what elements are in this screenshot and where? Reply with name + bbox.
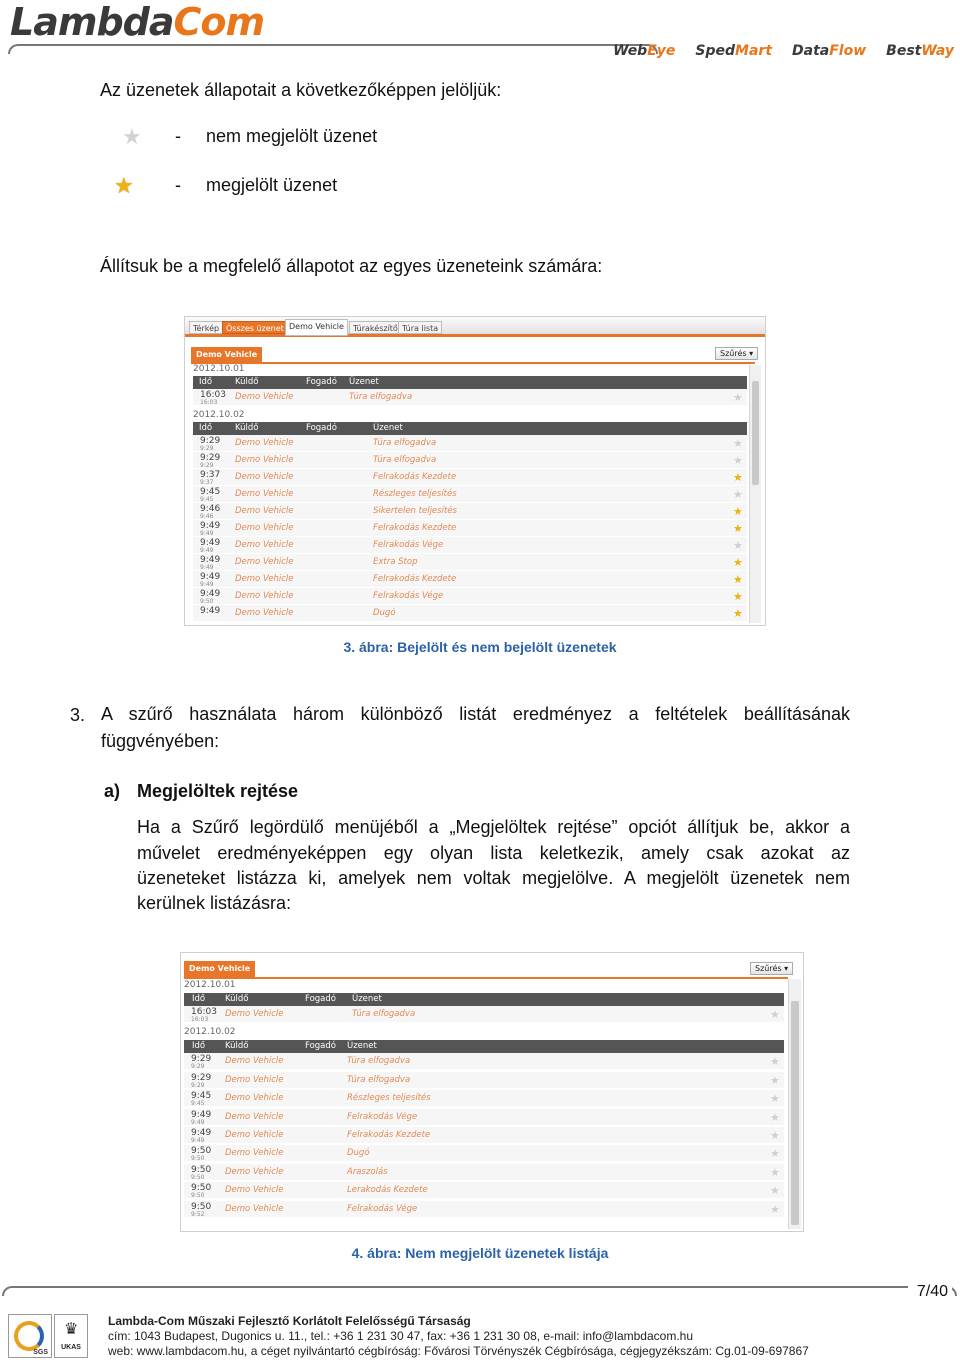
company-web: web: www.lambdacom.hu, a céget nyilvántartó cégbíróság: Fővárosi Törvényszék Cégbírósága, cégjegyzékszám: Cg.01-09-697867 xyxy=(108,1344,809,1358)
message-time: 9:49 xyxy=(200,555,221,565)
column-header[interactable]: Idő xyxy=(199,423,213,433)
figure-2-screenshot xyxy=(180,952,804,1232)
subsection-title: Megjelöltek rejtése xyxy=(137,781,299,801)
message-time-secondary: 9:37 xyxy=(200,479,214,486)
panel-divider xyxy=(191,362,755,364)
message-time-secondary: 9:50 xyxy=(191,1155,205,1163)
column-header[interactable]: Idő xyxy=(192,1041,206,1052)
message-time-secondary: 9:45 xyxy=(191,1100,205,1108)
filter-dropdown[interactable]: Szűrés ▾ xyxy=(715,347,758,360)
message-time-secondary: 9:50 xyxy=(191,1192,205,1200)
message-row[interactable] xyxy=(184,1201,784,1218)
message-text: Túra elfogadva xyxy=(349,392,413,402)
company-name: Lambda-Com Műszaki Fejlesztő Korlátolt Felelősségű Társaság xyxy=(108,1314,471,1328)
message-time-secondary: 9:46 xyxy=(200,513,214,520)
message-sender: Demo Vehicle xyxy=(225,1166,284,1177)
intro-line: Az üzenetek állapotait a következőképpen jelöljük: xyxy=(100,80,502,100)
message-text: Túra elfogadva xyxy=(373,455,437,465)
message-row[interactable] xyxy=(184,1127,784,1144)
message-sender: Demo Vehicle xyxy=(235,591,294,601)
message-sender: Demo Vehicle xyxy=(235,438,294,448)
tab-tura-lista[interactable]: Túra lista xyxy=(398,321,442,334)
lambdacom-logo: LambdaCom xyxy=(10,0,265,44)
message-sender: Demo Vehicle xyxy=(225,1148,284,1159)
message-text: Felrakodás Kezdete xyxy=(347,1130,431,1140)
message-text: Extra Stop xyxy=(373,557,418,567)
star-gold-icon[interactable]: ★ xyxy=(733,590,743,603)
message-row[interactable] xyxy=(193,435,747,452)
message-row[interactable] xyxy=(193,469,747,486)
star-gold-icon[interactable]: ★ xyxy=(733,556,743,569)
message-text: Túra elfogadva xyxy=(347,1074,411,1085)
message-time: 16:03 xyxy=(200,390,226,400)
star-gold-icon[interactable]: ★ xyxy=(733,505,743,518)
message-text: Felrakodás Kezdete xyxy=(373,472,457,482)
message-text: Felrakodás Vége xyxy=(347,1111,418,1122)
filter-dropdown[interactable]: Szűrés ▾ xyxy=(750,962,793,975)
message-text: Felrakodás Vége xyxy=(347,1203,418,1214)
star-grey-icon[interactable]: ★ xyxy=(733,539,743,552)
message-time-secondary: 9:49 xyxy=(200,530,214,537)
brand-webeye: WebEye xyxy=(613,43,676,59)
column-header[interactable]: Fogadó xyxy=(306,377,337,387)
column-header[interactable]: Küldő xyxy=(225,994,249,1004)
message-text: Felrakodás Vége xyxy=(373,591,444,601)
message-row[interactable] xyxy=(184,1109,784,1126)
paragraph-line: kerülnek listázásra: xyxy=(137,893,292,913)
message-text: Részleges teljesítés xyxy=(373,489,457,499)
message-row[interactable] xyxy=(184,1006,784,1023)
message-row[interactable] xyxy=(193,452,747,469)
message-sender: Demo Vehicle xyxy=(225,1009,284,1019)
star-gold-icon[interactable]: ★ xyxy=(733,471,743,484)
date-group-label: 2012.10.02 xyxy=(184,1027,236,1038)
message-time-secondary: 9:49 xyxy=(200,564,214,571)
header-divider xyxy=(8,44,658,54)
star-grey-icon[interactable]: ★ xyxy=(770,1202,780,1216)
ukas-certification-logo: ♛ UKAS xyxy=(54,1314,88,1358)
message-sender: Demo Vehicle xyxy=(225,1185,284,1196)
message-time: 9:45 xyxy=(200,487,221,497)
date-group-label: 2012.10.01 xyxy=(193,364,245,374)
message-row[interactable] xyxy=(193,503,747,520)
figure-2-caption: 4. ábra: Nem megjelölt üzenetek listája xyxy=(351,1245,609,1261)
message-sender: Demo Vehicle xyxy=(235,506,294,516)
scrollbar[interactable] xyxy=(749,365,761,623)
message-time-secondary: 9:29 xyxy=(200,462,214,469)
message-time-secondary: 9:29 xyxy=(191,1063,205,1071)
message-sender: Demo Vehicle xyxy=(225,1056,284,1067)
star-grey-icon[interactable]: ★ xyxy=(770,1184,780,1198)
table-header-row xyxy=(193,422,747,435)
legend-label-unmarked: nem megjelölt üzenet xyxy=(206,126,378,146)
message-time: 9:49 xyxy=(191,1109,212,1120)
message-time-secondary: 9:52 xyxy=(191,1210,205,1218)
star-grey-icon[interactable]: ★ xyxy=(733,454,743,467)
column-header[interactable]: Üzenet xyxy=(352,994,382,1004)
message-text: Felrakodás Vége xyxy=(373,540,444,550)
star-grey-icon[interactable]: ★ xyxy=(770,1055,780,1069)
legend-dash: - xyxy=(175,126,181,146)
tab-demo-vehicle[interactable]: Demo Vehicle xyxy=(285,319,348,336)
message-time: 9:37 xyxy=(200,470,221,480)
column-header[interactable]: Üzenet xyxy=(349,377,379,387)
message-time-secondary: 9:49 xyxy=(191,1137,205,1144)
message-time-secondary: 9:49 xyxy=(191,1118,205,1126)
column-header[interactable]: Üzenet xyxy=(347,1041,377,1052)
panel-divider xyxy=(184,977,788,979)
message-time: 9:49 xyxy=(200,589,221,599)
table-header-row xyxy=(193,376,747,389)
message-time-secondary: 9:49 xyxy=(200,581,214,588)
footer-divider xyxy=(2,1286,957,1296)
brand-dataflow: DataFlow xyxy=(792,43,867,59)
message-text: Dugó xyxy=(347,1148,370,1159)
message-sender: Demo Vehicle xyxy=(235,540,294,550)
message-time: 9:49 xyxy=(200,606,221,616)
sgs-certification-logo: SGS xyxy=(8,1314,52,1358)
message-row[interactable] xyxy=(193,571,747,588)
tab-turakeszito[interactable]: Túrakészítő xyxy=(349,321,402,334)
message-time-secondary: 16:03 xyxy=(200,399,218,406)
star-gold-icon[interactable]: ★ xyxy=(733,607,743,620)
message-sender: Demo Vehicle xyxy=(235,523,294,533)
message-row[interactable] xyxy=(184,1072,784,1089)
column-header[interactable]: Idő xyxy=(199,377,213,387)
message-row[interactable] xyxy=(193,520,747,537)
scrollbar[interactable] xyxy=(788,979,801,1229)
page-number: 7/40 xyxy=(916,1283,948,1300)
message-text: Felrakodás Kezdete xyxy=(373,574,457,584)
paragraph-line: Ha a Szűrő legördülő menüjéből a „Megjelöltek rejtése” opciót állítjuk be, akkor a xyxy=(137,817,850,837)
tab-terkep[interactable]: Térkép xyxy=(189,321,223,334)
message-sender: Demo Vehicle xyxy=(225,1203,284,1214)
star-grey-icon[interactable]: ★ xyxy=(733,437,743,450)
message-row[interactable] xyxy=(184,1164,784,1181)
column-header[interactable]: Idő xyxy=(192,994,206,1004)
company-address: cím: 1043 Budapest, Dugonics u. 11., tel.: +36 1 231 30 47, fax: +36 1 231 30 08, e-mail: info@lambdacom.hu xyxy=(108,1329,693,1343)
column-header[interactable]: Küldő xyxy=(235,377,259,387)
message-text: Lerakodás Kezdete xyxy=(347,1185,428,1196)
message-time-secondary: 9:49 xyxy=(200,547,214,554)
star-grey-icon[interactable]: ★ xyxy=(770,1165,780,1179)
figure-1-screenshot xyxy=(184,316,766,626)
intro-instruction: Állítsuk be a megfelelő állapotot az egyes üzeneteink számára: xyxy=(100,256,603,276)
message-time: 9:29 xyxy=(191,1054,212,1065)
table-header-row xyxy=(184,993,784,1006)
star-grey-icon[interactable]: ★ xyxy=(770,1073,780,1087)
panel-tab-demo-vehicle[interactable]: Demo Vehicle xyxy=(184,961,255,977)
date-group-label: 2012.10.02 xyxy=(193,410,245,420)
message-time: 9:46 xyxy=(200,504,221,514)
message-row[interactable] xyxy=(184,1182,784,1199)
message-text: Araszolás xyxy=(347,1166,388,1177)
star-grey-icon: ★ xyxy=(122,124,142,149)
panel-tab-demo-vehicle[interactable]: Demo Vehicle xyxy=(191,347,262,363)
message-text: Részleges teljesítés xyxy=(347,1093,431,1104)
legend-label-marked: megjelölt üzenet xyxy=(206,175,338,195)
star-grey-icon[interactable]: ★ xyxy=(770,1008,780,1021)
subsection-label: a) xyxy=(104,781,121,801)
column-header[interactable]: Küldő xyxy=(225,1041,249,1052)
column-header[interactable]: Fogadó xyxy=(305,1041,336,1052)
message-sender: Demo Vehicle xyxy=(235,489,294,499)
message-sender: Demo Vehicle xyxy=(225,1130,284,1140)
paragraph-line: művelet eredményeképpen egy olyan lista keletkezik, amely csak azokat az xyxy=(137,843,850,863)
message-time-secondary: 9:45 xyxy=(200,496,214,503)
brand-bestway: BestWay xyxy=(886,43,954,59)
star-grey-icon[interactable]: ★ xyxy=(733,488,743,501)
column-header[interactable]: Fogadó xyxy=(306,423,337,433)
message-row[interactable] xyxy=(193,486,747,503)
message-sender: Demo Vehicle xyxy=(225,1074,284,1085)
message-row[interactable] xyxy=(193,537,747,554)
message-time: 9:29 xyxy=(200,436,221,446)
message-time-secondary: 9:29 xyxy=(200,445,214,452)
message-time: 9:29 xyxy=(191,1072,212,1083)
message-text: Felrakodás Kezdete xyxy=(373,523,457,533)
message-sender: Demo Vehicle xyxy=(235,608,294,618)
star-grey-icon[interactable]: ★ xyxy=(770,1129,780,1142)
legend-dash: - xyxy=(175,175,181,195)
message-sender: Demo Vehicle xyxy=(235,392,294,402)
message-row[interactable] xyxy=(184,1090,784,1107)
message-text: Dugó xyxy=(373,608,396,618)
star-gold-icon[interactable]: ★ xyxy=(733,522,743,535)
date-group-label: 2012.10.01 xyxy=(184,980,236,990)
brand-list xyxy=(613,43,954,59)
message-row[interactable] xyxy=(193,588,747,605)
message-row[interactable] xyxy=(184,1145,784,1162)
message-time: 9:50 xyxy=(191,1146,212,1157)
column-header[interactable]: Küldő xyxy=(235,423,259,433)
message-text: Túra elfogadva xyxy=(347,1056,411,1067)
message-text: Sikertelen teljesítés xyxy=(373,506,457,516)
scrollbar-thumb[interactable] xyxy=(752,381,759,485)
message-time: 9:29 xyxy=(200,453,221,463)
message-time: 9:45 xyxy=(191,1091,212,1102)
section-line-2: függvényében: xyxy=(101,731,220,751)
table-header-row xyxy=(184,1040,784,1053)
message-time: 9:49 xyxy=(200,572,221,582)
message-time: 9:50 xyxy=(191,1164,212,1175)
message-time: 16:03 xyxy=(191,1007,217,1017)
column-header[interactable]: Fogadó xyxy=(305,994,336,1004)
message-row[interactable] xyxy=(193,605,747,622)
paragraph-line: üzeneteket listázza ki, amelyek nem voltak megjelölve. A megjelölt üzenetek nem xyxy=(137,868,850,888)
star-grey-icon[interactable]: ★ xyxy=(733,391,743,404)
message-time: 9:49 xyxy=(200,538,221,548)
tab-osszes-uzenet[interactable]: Összes üzenet xyxy=(222,321,288,334)
star-grey-icon[interactable]: ★ xyxy=(770,1092,780,1106)
message-time-secondary: 16:03 xyxy=(191,1016,209,1023)
message-text: Túra elfogadva xyxy=(373,438,437,448)
message-sender: Demo Vehicle xyxy=(225,1093,284,1104)
message-time: 9:49 xyxy=(200,521,221,531)
figure-1-caption: 3. ábra: Bejelölt és nem bejelölt üzenetek xyxy=(343,639,617,655)
message-row[interactable] xyxy=(193,389,747,406)
message-row[interactable] xyxy=(193,554,747,571)
section-number: 3. xyxy=(70,705,86,725)
star-gold-icon[interactable]: ★ xyxy=(733,573,743,586)
star-gold-icon: ★ xyxy=(114,173,134,198)
message-sender: Demo Vehicle xyxy=(225,1111,284,1122)
message-time-secondary: 9:29 xyxy=(191,1081,205,1089)
message-time: 9:50 xyxy=(191,1201,212,1212)
column-header[interactable]: Üzenet xyxy=(373,423,403,433)
message-row[interactable] xyxy=(184,1053,784,1070)
star-grey-icon[interactable]: ★ xyxy=(770,1110,780,1124)
message-time: 9:50 xyxy=(191,1183,212,1194)
message-sender: Demo Vehicle xyxy=(235,574,294,584)
brand-spedmart: SpedMart xyxy=(695,43,773,59)
message-sender: Demo Vehicle xyxy=(235,472,294,482)
message-time-secondary: 9:50 xyxy=(191,1173,205,1181)
section-line-1: A szűrő használata három különböző listát eredményez a feltételek beállításának xyxy=(101,704,850,724)
message-sender: Demo Vehicle xyxy=(235,455,294,465)
message-time-secondary: 9:50 xyxy=(200,598,214,605)
message-time: 9:49 xyxy=(191,1128,212,1138)
message-text: Túra elfogadva xyxy=(352,1009,416,1019)
scrollbar-thumb[interactable] xyxy=(791,1001,799,1225)
message-sender: Demo Vehicle xyxy=(235,557,294,567)
star-grey-icon[interactable]: ★ xyxy=(770,1147,780,1161)
